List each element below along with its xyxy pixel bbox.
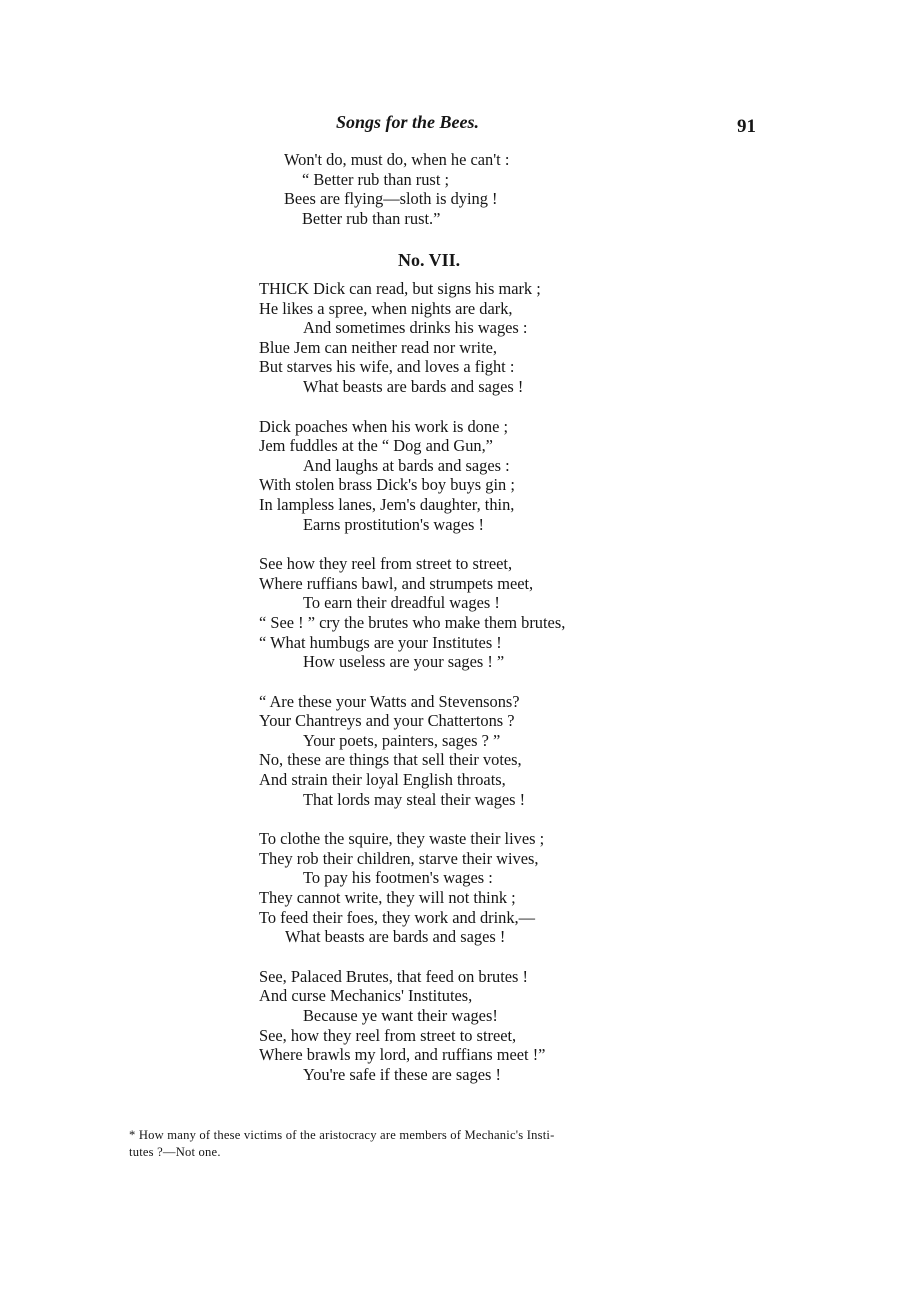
stanza bbox=[259, 417, 565, 535]
poem-line: What beasts are bards and sages ! bbox=[285, 927, 506, 947]
stanza bbox=[259, 692, 565, 810]
poem-line: He likes a spree, when nights are dark, bbox=[259, 298, 513, 318]
poem-line: And sometimes drinks his wages : bbox=[303, 318, 528, 338]
poem-line: And curse Mechanics' Institutes, bbox=[259, 986, 473, 1006]
poem-line: With stolen brass Dick's boy buys gin ; bbox=[259, 475, 515, 495]
poem-line: See how they reel from street to street, bbox=[259, 554, 513, 574]
poem-line: And laughs at bards and sages : bbox=[303, 455, 510, 475]
poem-line: They rob their children, starve their wives, bbox=[259, 848, 539, 868]
poem-line: No, these are things that sell their votes, bbox=[259, 750, 522, 770]
poem-line: To feed their foes, they work and drink,— bbox=[259, 907, 536, 927]
poem-line: Where brawls my lord, and ruffians meet !” bbox=[259, 1045, 546, 1065]
stanza bbox=[259, 554, 565, 672]
poem-line: To pay his footmen's wages : bbox=[303, 868, 493, 888]
poem-line: “ Better rub than rust ; bbox=[302, 169, 450, 189]
poem-line: THICK Dick can read, but signs his mark ; bbox=[259, 279, 541, 298]
running-header-title: Songs for the Bees. bbox=[336, 112, 480, 132]
stanza bbox=[259, 279, 565, 397]
poem-line: “ See ! ” cry the brutes who make them brutes, bbox=[259, 612, 566, 632]
poem-body bbox=[259, 279, 565, 1104]
stanza bbox=[259, 967, 565, 1085]
poem-line: Dick poaches when his work is done ; bbox=[259, 416, 508, 436]
poem-line: To clothe the squire, they waste their lives ; bbox=[259, 829, 545, 849]
footnote-line: * How many of these victims of the aristocracy are members of Mechanic's Insti- bbox=[129, 1128, 555, 1142]
poem-line: Because ye want their wages! bbox=[303, 1006, 498, 1025]
poem-line: Blue Jem can neither read nor write, bbox=[259, 337, 498, 357]
poem-line: Bees are flying—sloth is dying ! bbox=[284, 189, 498, 209]
poem-line: Better rub than rust.” bbox=[302, 208, 441, 228]
poem-line: But starves his wife, and loves a fight : bbox=[259, 357, 515, 377]
footnote bbox=[129, 1127, 779, 1161]
poem-line: Jem fuddles at the “ Dog and Gun,” bbox=[259, 436, 493, 456]
poem-line: “ What humbugs are your Institutes ! bbox=[259, 632, 502, 652]
poem-line: Won't do, must do, when he can't : bbox=[284, 150, 510, 169]
song-heading: No. VII. bbox=[398, 250, 461, 270]
poem-line: See, Palaced Brutes, that feed on brutes ! bbox=[259, 966, 528, 986]
stanza bbox=[259, 829, 565, 947]
poem-line: Your poets, painters, sages ? ” bbox=[303, 730, 501, 750]
poem-line: Your Chantreys and your Chattertons ? bbox=[259, 711, 515, 731]
poem-line: You're safe if these are sages ! bbox=[303, 1064, 501, 1084]
poem-line: In lampless lanes, Jem's daughter, thin, bbox=[259, 494, 515, 514]
poem-line: And strain their loyal English throats, bbox=[259, 770, 506, 790]
poem-line: They cannot write, they will not think ; bbox=[259, 888, 516, 908]
poem-line: What beasts are bards and sages ! bbox=[303, 376, 524, 396]
page-number: 91 bbox=[737, 116, 756, 137]
poem-line: Where ruffians bawl, and strumpets meet, bbox=[259, 573, 534, 593]
poem-line: How useless are your sages ! ” bbox=[303, 652, 505, 672]
footnote-line: tutes ?—Not one. bbox=[129, 1145, 221, 1159]
poem-line: See, how they reel from street to street, bbox=[259, 1025, 517, 1045]
opening-stanza bbox=[284, 150, 509, 228]
poem-line: Earns prostitution's wages ! bbox=[303, 514, 484, 534]
poem-line: That lords may steal their wages ! bbox=[303, 789, 526, 809]
poem-line: To earn their dreadful wages ! bbox=[303, 593, 500, 613]
poem-line: “ Are these your Watts and Stevensons? bbox=[259, 691, 520, 711]
